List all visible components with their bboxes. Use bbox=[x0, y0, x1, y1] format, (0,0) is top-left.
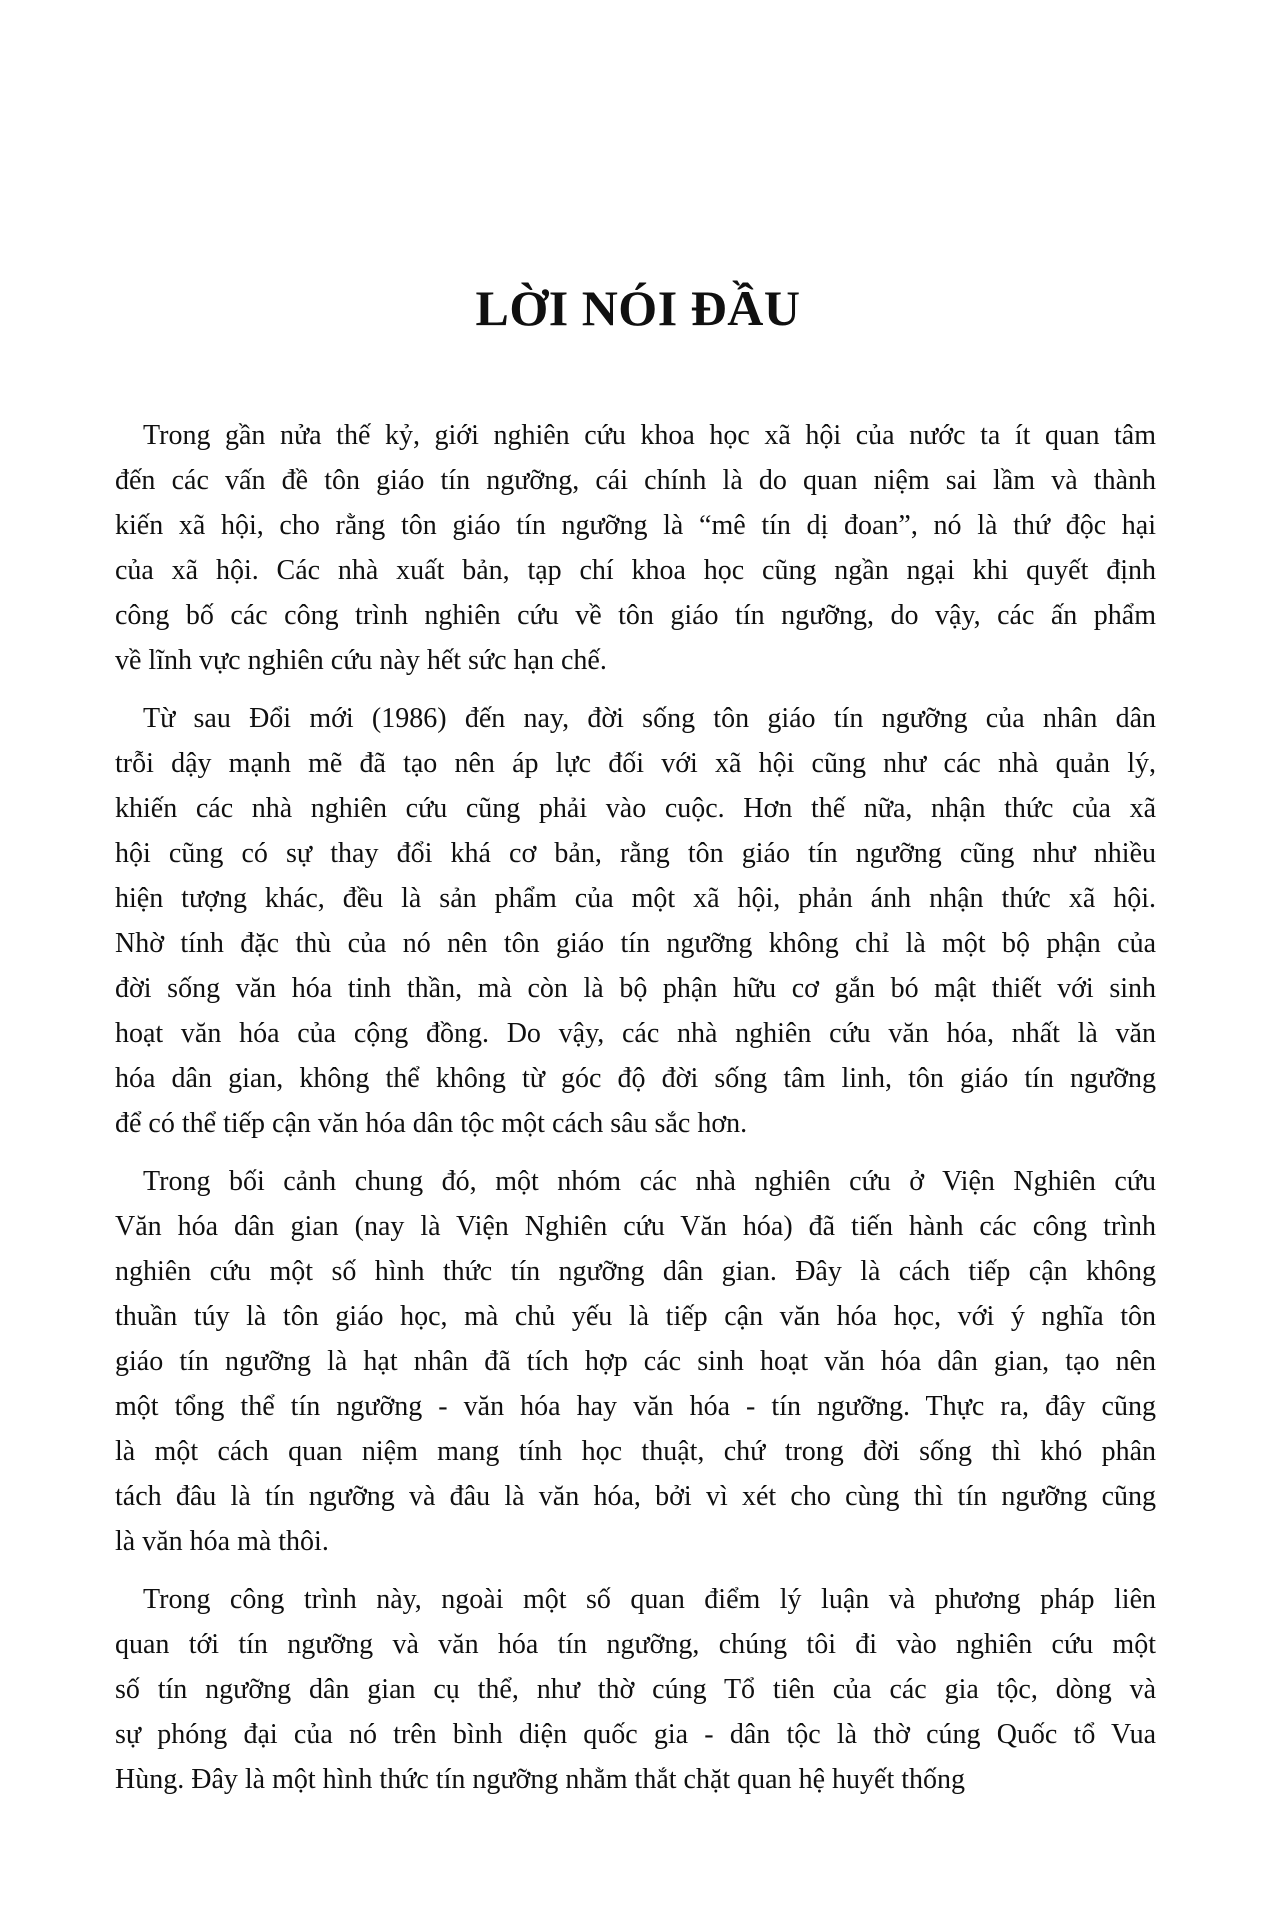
paragraph bbox=[115, 696, 1156, 1146]
text-line: hóa dân gian, không thể không từ góc độ đời sống tâm linh, tôn giáo tín ngưỡng bbox=[115, 1063, 1156, 1094]
text-line: giáo tín ngưỡng là hạt nhân đã tích hợp các sinh hoạt văn hóa dân gian, tạo nên bbox=[115, 1346, 1156, 1377]
text-line: Nhờ tính đặc thù của nó nên tôn giáo tín ngưỡng không chỉ là một bộ phận của bbox=[115, 928, 1156, 959]
text-line: sự phóng đại của nó trên bình diện quốc gia - dân tộc là thờ cúng Quốc tổ Vua bbox=[115, 1719, 1156, 1750]
text-line: của xã hội. Các nhà xuất bản, tạp chí khoa học cũng ngần ngại khi quyết định bbox=[115, 555, 1156, 586]
text-line: Trong công trình này, ngoài một số quan điểm lý luận và phương pháp liên bbox=[143, 1584, 1156, 1615]
text-line: số tín ngưỡng dân gian cụ thể, như thờ cúng Tổ tiên của các gia tộc, dòng và bbox=[115, 1674, 1156, 1705]
text-line: Trong gần nửa thế kỷ, giới nghiên cứu khoa học xã hội của nước ta ít quan tâm bbox=[143, 420, 1156, 451]
page-title: LỜI NÓI ĐẦU bbox=[475, 280, 801, 336]
text-line: quan tới tín ngưỡng và văn hóa tín ngưỡng, chúng tôi đi vào nghiên cứu một bbox=[115, 1629, 1156, 1660]
text-line: hiện tượng khác, đều là sản phẩm của một xã hội, phản ánh nhận thức xã hội. bbox=[115, 883, 1156, 914]
text-line: hội cũng có sự thay đổi khá cơ bản, rằng tôn giáo tín ngưỡng cũng như nhiều bbox=[115, 838, 1156, 869]
paragraph bbox=[115, 413, 1156, 683]
text-line: Hùng. Đây là một hình thức tín ngưỡng nhằm thắt chặt quan hệ huyết thống bbox=[115, 1764, 966, 1795]
text-line: nghiên cứu một số hình thức tín ngưỡng dân gian. Đây là cách tiếp cận không bbox=[115, 1256, 1156, 1287]
text-line: hoạt văn hóa của cộng đồng. Do vậy, các nhà nghiên cứu văn hóa, nhất là văn bbox=[115, 1018, 1156, 1049]
text-line: Trong bối cảnh chung đó, một nhóm các nhà nghiên cứu ở Viện Nghiên cứu bbox=[143, 1166, 1156, 1197]
body-text bbox=[115, 413, 1156, 1802]
paragraph bbox=[115, 1159, 1156, 1564]
text-line: công bố các công trình nghiên cứu về tôn giáo tín ngưỡng, do vậy, các ấn phẩm bbox=[115, 600, 1156, 631]
text-line: đời sống văn hóa tinh thần, mà còn là bộ phận hữu cơ gắn bó mật thiết với sinh bbox=[115, 973, 1156, 1004]
text-line: để có thể tiếp cận văn hóa dân tộc một cách sâu sắc hơn. bbox=[115, 1108, 748, 1139]
text-line: Từ sau Đổi mới (1986) đến nay, đời sống tôn giáo tín ngưỡng của nhân dân bbox=[143, 703, 1156, 734]
text-line: đến các vấn đề tôn giáo tín ngưỡng, cái chính là do quan niệm sai lầm và thành bbox=[115, 465, 1156, 496]
text-line: thuần túy là tôn giáo học, mà chủ yếu là tiếp cận văn hóa học, với ý nghĩa tôn bbox=[115, 1301, 1156, 1332]
text-line: kiến xã hội, cho rằng tôn giáo tín ngưỡng là “mê tín dị đoan”, nó là thứ độc hại bbox=[115, 510, 1156, 541]
text-line: về lĩnh vực nghiên cứu này hết sức hạn chế. bbox=[115, 645, 607, 676]
text-line: là một cách quan niệm mang tính học thuật, chứ trong đời sống thì khó phân bbox=[115, 1436, 1156, 1467]
text-line: trỗi dậy mạnh mẽ đã tạo nên áp lực đối với xã hội cũng như các nhà quản lý, bbox=[115, 748, 1156, 779]
text-line: Văn hóa dân gian (nay là Viện Nghiên cứu Văn hóa) đã tiến hành các công trình bbox=[115, 1211, 1156, 1242]
text-line: khiến các nhà nghiên cứu cũng phải vào cuộc. Hơn thế nữa, nhận thức của xã bbox=[115, 793, 1156, 824]
text-line: là văn hóa mà thôi. bbox=[115, 1526, 329, 1557]
text-line: một tổng thể tín ngưỡng - văn hóa hay văn hóa - tín ngưỡng. Thực ra, đây cũng bbox=[115, 1391, 1156, 1422]
paragraph bbox=[115, 1577, 1156, 1802]
text-line: tách đâu là tín ngưỡng và đâu là văn hóa, bởi vì xét cho cùng thì tín ngưỡng cũng bbox=[115, 1481, 1156, 1512]
